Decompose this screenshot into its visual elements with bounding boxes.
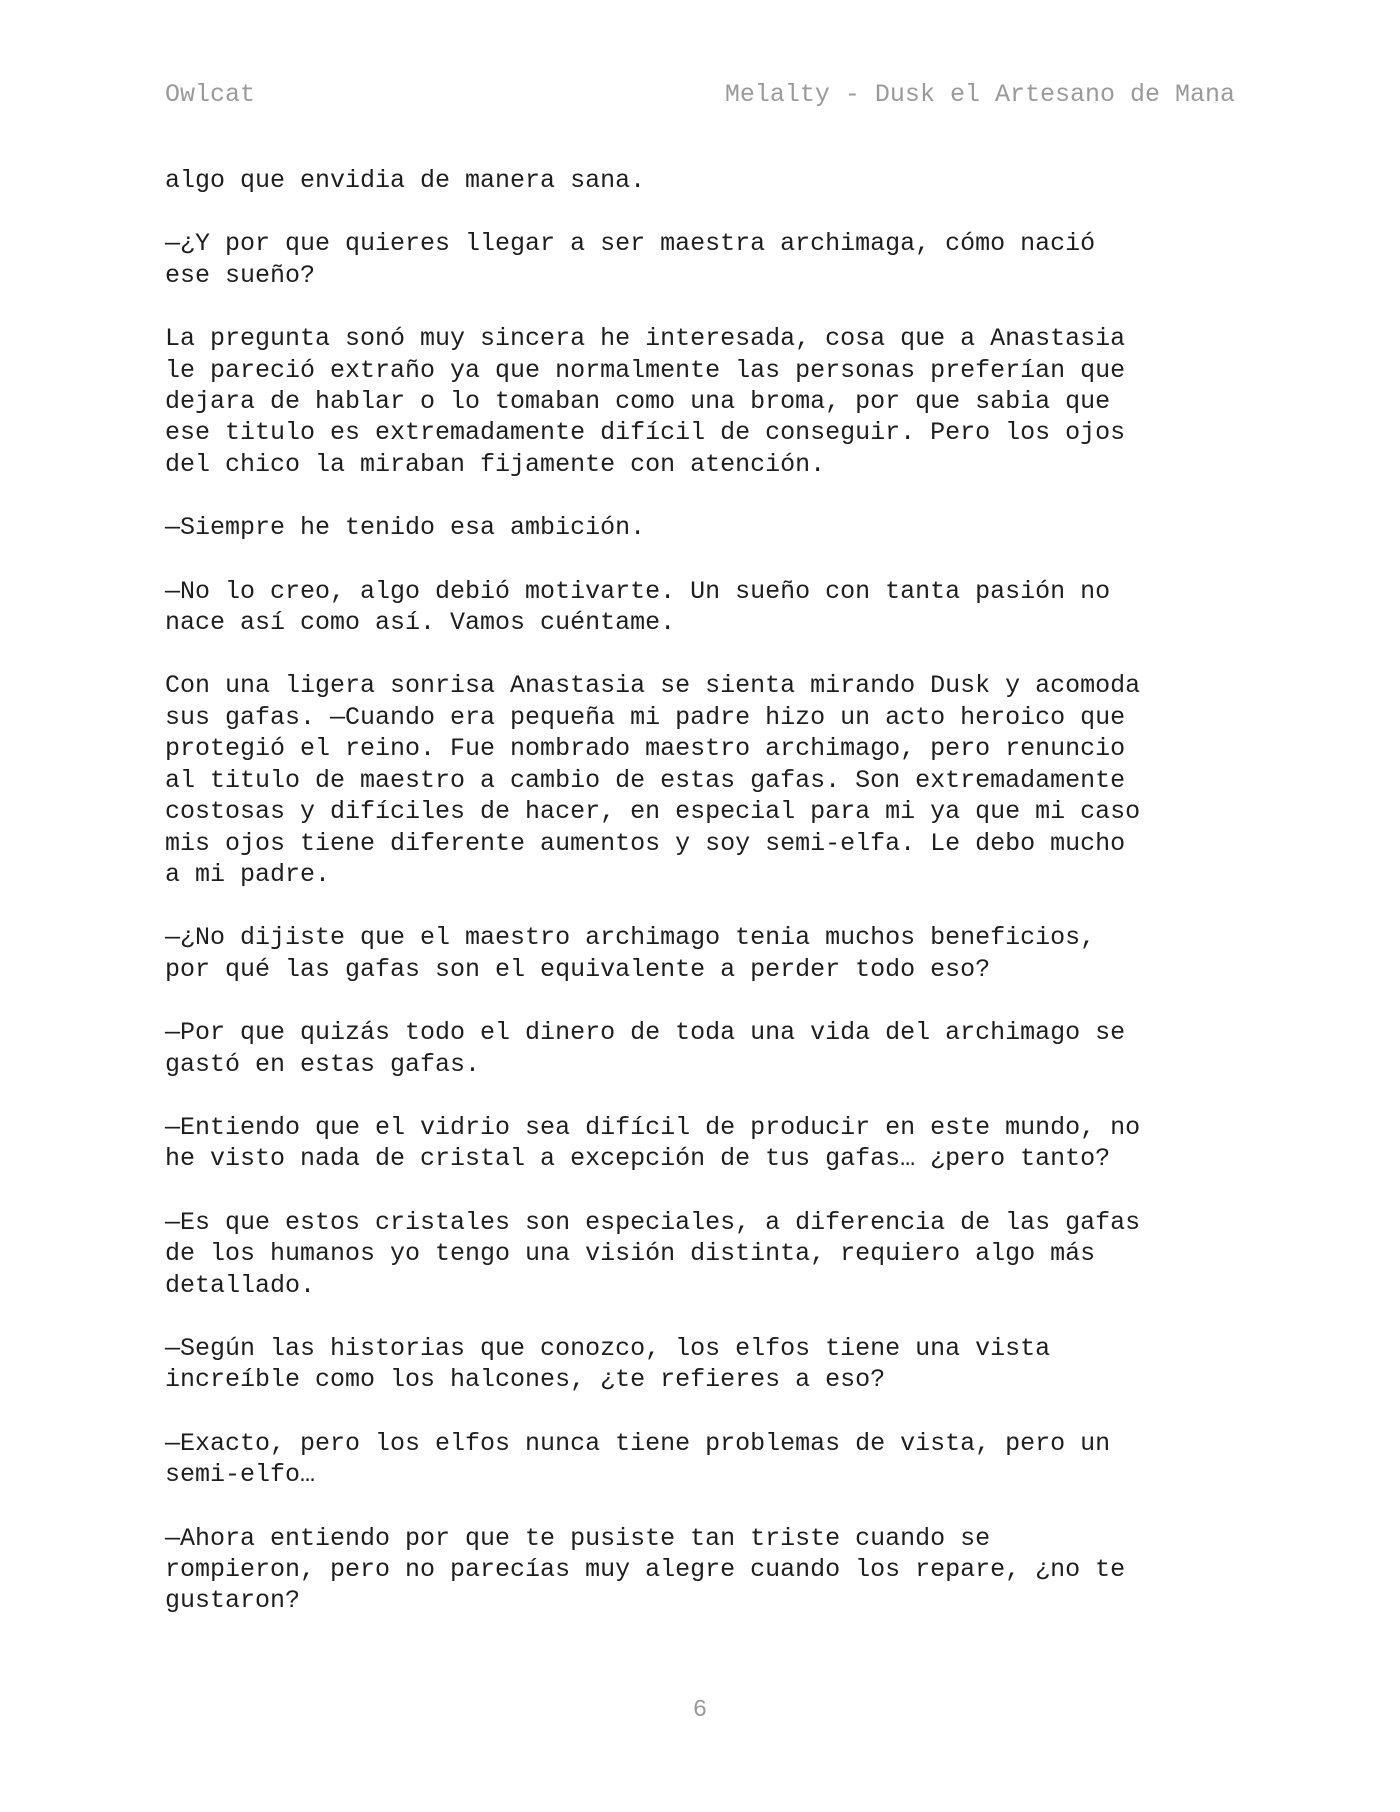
paragraph: Con una ligera sonrisa Anastasia se sienta mirando Dusk y acomoda sus gafas. —Cuando era pequeña mi padre hizo un acto heroico que protegió el reino. Fue nombrado maestro archimago, pero renuncio al titulo de maestro a cambio de estas gafas. Son extremadamente costosas y difíciles de hacer, en especial para mi ya que mi caso mis ojos tiene diferente aumentos y soy semi-elfa. Le debo mucho a mi padre.: [165, 671, 1141, 889]
header-title: Melalty - Dusk el Artesano de Mana: [724, 80, 1235, 109]
paragraph: —¿No dijiste que el maestro archimago tenia muchos beneficios, por qué las gafas son el equivalente a perder todo eso?: [165, 923, 1096, 984]
header-author: Owlcat: [165, 80, 256, 109]
paragraph: —¿Y por que quieres llegar a ser maestra archimaga, cómo nació ese sueño?: [165, 229, 1096, 290]
paragraph: —Es que estos cristales son especiales, a diferencia de las gafas de los humanos yo tengo una visión distinta, requiero algo más detallado.: [165, 1207, 1141, 1300]
paragraph: —No lo creo, algo debió motivarte. Un sueño con tanta pasión no nace así como así. Vamos cuéntame.: [165, 576, 1111, 638]
document-body: [165, 165, 1245, 1649]
page-header: [165, 80, 1235, 116]
paragraph: —Según las historias que conozco, los elfos tiene una vista increíble como los halcones, ¿te refieres a eso?: [165, 1333, 1051, 1395]
paragraph: —Siempre he tenido esa ambición.: [165, 513, 646, 543]
paragraph: La pregunta sonó muy sincera he interesada, cosa que a Anastasia le pareció extraño ya que normalmente las personas preferían que dejara de hablar o lo tomaban como una broma, por que sabia que ese titulo es extremadamente difícil de conseguir. Pero los ojos del chico la miraban fijamente con atención.: [165, 324, 1126, 479]
paragraph: —Por que quizás todo el dinero de toda una vida del archimago se gastó en estas gafas.: [165, 1018, 1126, 1079]
paragraph: —Ahora entiendo por que te pusiste tan triste cuando se rompieron, pero no parecías muy alegre cuando los repare, ¿no te gustaron?: [165, 1523, 1126, 1616]
paragraph: algo que envidia de manera sana.: [165, 166, 646, 195]
page-number: 6: [692, 1697, 708, 1724]
paragraph: —Exacto, pero los elfos nunca tiene problemas de vista, pero un semi-elfo…: [165, 1428, 1111, 1490]
paragraph: —Entiendo que el vidrio sea difícil de producir en este mundo, no he visto nada de cristal a excepción de tus gafas… ¿pero tanto?: [165, 1112, 1141, 1174]
